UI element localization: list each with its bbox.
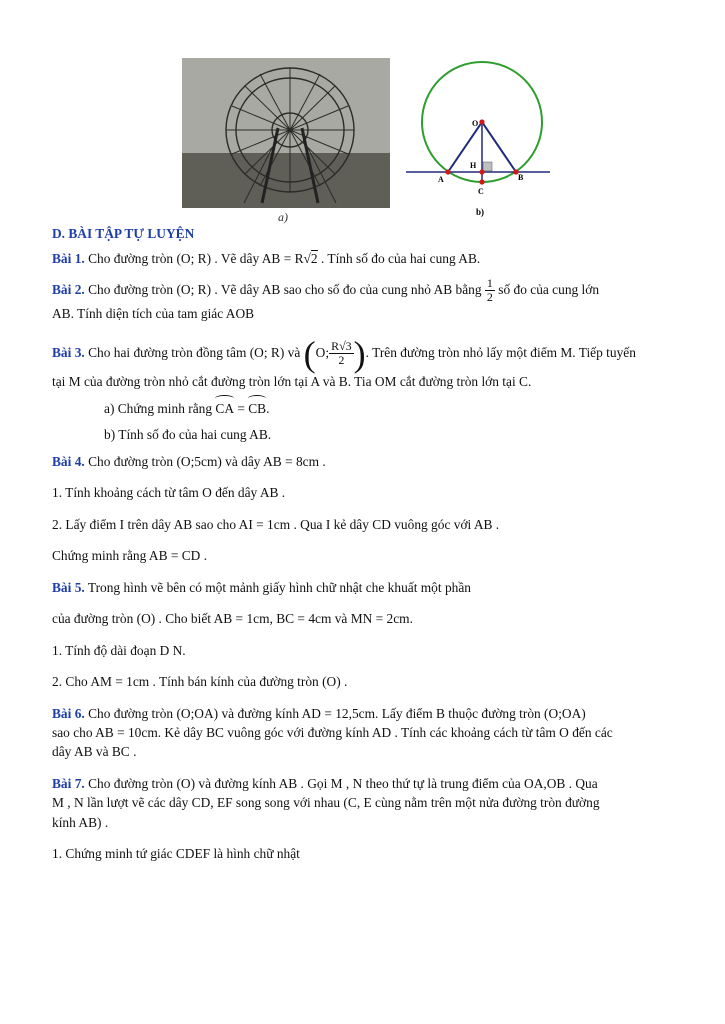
label-b: B xyxy=(518,173,524,182)
exercise-6-line-2: sao cho AB = 10cm. Kẻ dây BC vuông góc với đường kính AD . Tính các khoảng cách từ tâm O đến các xyxy=(52,724,613,740)
exercise-3-label: Bài 3. xyxy=(52,344,85,360)
exercise-5-text: Trong hình vẽ bên có một mảnh giấy hình chữ nhật che khuất một phần xyxy=(84,579,471,595)
exercise-3-o: O; xyxy=(315,344,330,360)
photo-caption: a) xyxy=(278,210,288,224)
exercise-4-q2b: Chứng minh rằng AB = CD . xyxy=(52,548,208,564)
exercise-2 xyxy=(52,277,674,324)
section-heading: D. BÀI TẬP TỰ LUYỆN xyxy=(52,226,195,241)
exercise-6-text: Cho đường tròn (O;OA) và đường kính AD = 12,5cm. Lấy điểm B thuộc đường tròn (O;OA) xyxy=(84,705,586,721)
point-a xyxy=(445,169,450,174)
sqrt-sign: √ xyxy=(303,251,311,267)
point-c xyxy=(479,179,484,184)
exercise-1-text-b: . Tính số đo của hai cung AB. xyxy=(317,251,481,267)
exercise-3: Bài 3. Cho hai đường tròn đồng tâm (O; R) và (O; $\frac{R√3}{2}$ ). Trên đường tròn nhỏ lấy một điểm M. Tiếp tuyến tại M của đường tròn nhỏ cắt đường tròn lớn tại A và B. Tia OM cắt đường tròn lớn tại C. a) Chứng minh rằng CA = CB. b) Tính số đo của hai cung AB. xyxy=(52,336,674,444)
circle-diagram-svg xyxy=(402,50,562,220)
exercise-7 xyxy=(52,774,674,832)
circle-caption: b) xyxy=(476,207,485,217)
exercise-6-line-3: dây AB và BC . xyxy=(52,744,137,760)
exercise-3-text-a: Cho hai đường tròn đồng tâm (O; R) và xyxy=(84,344,304,360)
water-wheel-image xyxy=(182,58,390,208)
point-o xyxy=(479,119,484,124)
exercise-5 xyxy=(52,578,674,597)
exercise-5-line-2: của đường tròn (O) . Cho biết AB = 1cm, BC = 4cm và MN = 2cm. xyxy=(52,611,413,627)
right-angle-mark xyxy=(483,162,492,171)
fraction-den: 2 xyxy=(486,290,493,305)
fraction-num: 1 xyxy=(486,275,493,290)
arc-ca: CA xyxy=(215,397,234,418)
fraction-r-sqrt3 xyxy=(329,340,354,367)
exercise-2-label: Bài 2. xyxy=(52,281,85,297)
part-a-text: a) Chứng minh rằng xyxy=(104,401,216,417)
exercise-3-part-a: a) Chứng minh rằng CA = CB. xyxy=(52,397,674,418)
fraction-num: R√3 xyxy=(331,339,352,353)
exercise-3-line-2: tại M của đường tròn nhỏ cắt đường tròn lớn tại A và B. Tia OM cắt đường tròn lớn tại C. xyxy=(52,373,532,389)
exercise-2-line-2: AB. Tính diện tích của tam giác AOB xyxy=(52,306,255,322)
exercise-4-q1: 1. Tính khoảng cách từ tâm O đến dây AB . xyxy=(52,485,286,501)
exercise-1 xyxy=(52,249,674,268)
exercise-1-text-a: Cho đường tròn (O; R) . Vẽ dây AB = R xyxy=(84,251,304,267)
label-c: C xyxy=(478,187,484,196)
exercise-4-text: Cho đường tròn (O;5cm) và dây AB = 8cm . xyxy=(84,454,326,469)
exercise-4-q2: 2. Lấy điểm I trên dây AB sao cho AI = 1cm . Qua I kẻ dây CD vuông góc với AB . xyxy=(52,516,500,532)
exercise-list xyxy=(52,224,674,876)
circle-diagram xyxy=(402,50,562,220)
fraction-half xyxy=(485,277,495,304)
exercise-5-q2: 2. Cho AM = 1cm . Tính bán kính của đường tròn (O) . xyxy=(52,674,348,690)
exercise-4-label: Bài 4. xyxy=(52,454,85,469)
exercise-1-label: Bài 1. xyxy=(52,251,85,267)
label-o: O xyxy=(472,119,479,128)
exercise-4 xyxy=(52,452,674,471)
fraction-den: 2 xyxy=(338,353,345,368)
exercise-5-q1: 1. Tính độ dài đoạn D N. xyxy=(52,642,186,658)
water-wheel-photo xyxy=(182,58,390,224)
arc-cb: CB xyxy=(248,397,266,418)
exercise-7-q1: 1. Chứng minh tứ giác CDEF là hình chữ nhật xyxy=(52,846,300,862)
exercise-6 xyxy=(52,704,674,762)
exercise-3-text-b: . Trên đường tròn nhỏ lấy một điểm M. Tiếp tuyến xyxy=(365,344,636,360)
exercise-7-text: Cho đường tròn (O) và đường kính AB . Gọi M , N theo thứ tự là trung điểm của OA,OB . Qua xyxy=(84,775,598,791)
point-h xyxy=(479,169,484,174)
label-h: H xyxy=(470,161,477,170)
figures xyxy=(0,50,725,222)
exercise-7-line-3: kính AB) . xyxy=(52,814,109,830)
exercise-6-label: Bài 6. xyxy=(52,705,85,721)
label-a: A xyxy=(438,175,444,184)
sqrt-value: 2 xyxy=(310,251,318,267)
exercise-3-part-b: b) Tính số đo của hai cung AB. xyxy=(104,426,272,442)
exercise-5-label: Bài 5. xyxy=(52,579,85,595)
exercise-7-line-2: M , N lần lượt vẽ các dây CD, EF song song với nhau (C, E cùng nằm trên một nửa đường tròn đường xyxy=(52,795,600,811)
exercise-7-label: Bài 7. xyxy=(52,775,85,791)
segment-oa xyxy=(448,122,482,172)
exercise-2-text-b: số đo của cung lớn xyxy=(494,281,600,297)
exercise-2-text-a: Cho đường tròn (O; R) . Vẽ dây AB sao cho số đo của cung nhỏ AB bằng xyxy=(84,281,485,297)
